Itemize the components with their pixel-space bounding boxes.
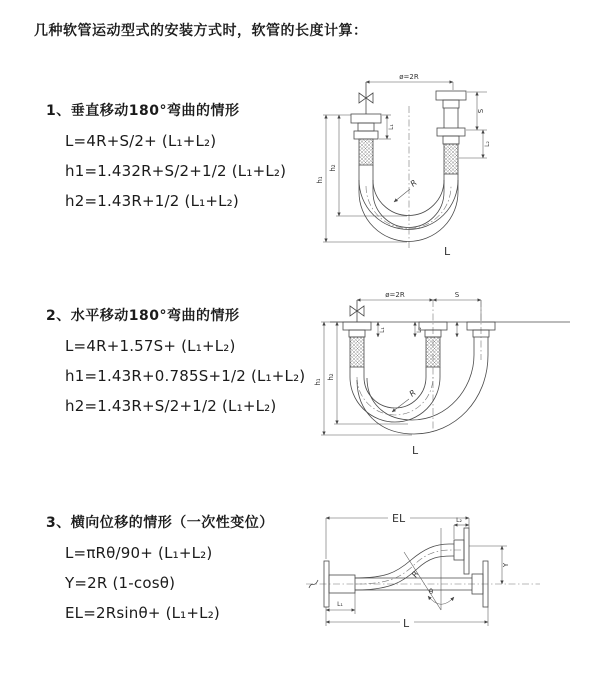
- formula-line: L=4R+1.57S+ (L₁+L₂): [65, 337, 236, 355]
- length-label: L: [444, 245, 451, 258]
- diagram-horizontal-180: [312, 282, 598, 462]
- dim-label-l1: L₁: [379, 327, 386, 333]
- hose-drawing: [330, 300, 570, 434]
- dimension-lines: [323, 82, 487, 248]
- dim-label-l2: L₂: [484, 141, 491, 147]
- dim-label-h1: h₁: [316, 176, 324, 184]
- dim-label-s: S: [477, 108, 485, 114]
- section-3-heading: 3、横向位移的情形（一次性变位）: [46, 515, 274, 531]
- section-vertical-180: [46, 100, 316, 210]
- section-lateral-displacement: [46, 512, 316, 622]
- dimension-lines: [306, 518, 540, 626]
- dim-label-h2: h₂: [329, 164, 337, 172]
- hose-drawing: [309, 528, 488, 607]
- theta-label: θ: [428, 588, 434, 596]
- valve-icon: [359, 82, 373, 114]
- length-label: L: [403, 617, 410, 630]
- formula-line: h1=1.43R+0.785S+1/2 (L₁+L₂): [65, 367, 306, 385]
- diagram-vertical-180: [313, 68, 596, 260]
- dim-label-span: ø=2R: [385, 291, 405, 299]
- dim-label-h2: h₂: [327, 373, 335, 381]
- dim-label-h1: h₁: [314, 378, 322, 386]
- formula-line: EL=2Rsinθ+ (L₁+L₂): [65, 604, 220, 622]
- formula-line: Y=2R (1-cosθ): [65, 574, 176, 592]
- formula-line: h2=1.43R+1/2 (L₁+L₂): [65, 192, 239, 210]
- dimension-lines: [321, 300, 481, 435]
- length-label: L: [412, 444, 419, 457]
- radius-label: R: [408, 178, 419, 189]
- dim-label-l1: L₁: [388, 124, 395, 130]
- section-2-heading: 2、水平移动180°弯曲的情形: [46, 308, 240, 324]
- diagram-lateral-displacement: [300, 502, 597, 648]
- radius-label: R: [410, 569, 421, 580]
- section-1-heading: 1、垂直移动180°弯曲的情形: [46, 103, 240, 119]
- hose-drawing: [351, 82, 466, 242]
- dim-label-s: S: [454, 291, 460, 299]
- formula-line: h1=1.432R+S/2+1/2 (L₁+L₂): [65, 162, 287, 180]
- dim-label-span: ø=2R: [399, 73, 419, 81]
- el-label: EL: [392, 512, 406, 525]
- section-horizontal-180: [46, 305, 316, 415]
- radius-label: R: [407, 388, 418, 399]
- page-title: 几种软管运动型式的安装方式时，软管的长度计算：: [34, 23, 368, 39]
- formula-line: L=πRθ/90+ (L₁+L₂): [65, 544, 213, 562]
- formula-line: L=4R+S/2+ (L₁+L₂): [65, 132, 217, 150]
- dim-label-l2: L₂: [416, 327, 423, 333]
- valve-icon: [350, 300, 364, 322]
- dim-label-l1: L₁: [337, 601, 343, 608]
- dim-label-l2: L₂: [456, 517, 462, 524]
- formula-line: h2=1.43R+S/2+1/2 (L₁+L₂): [65, 397, 277, 415]
- dim-label-y: Y: [502, 562, 510, 568]
